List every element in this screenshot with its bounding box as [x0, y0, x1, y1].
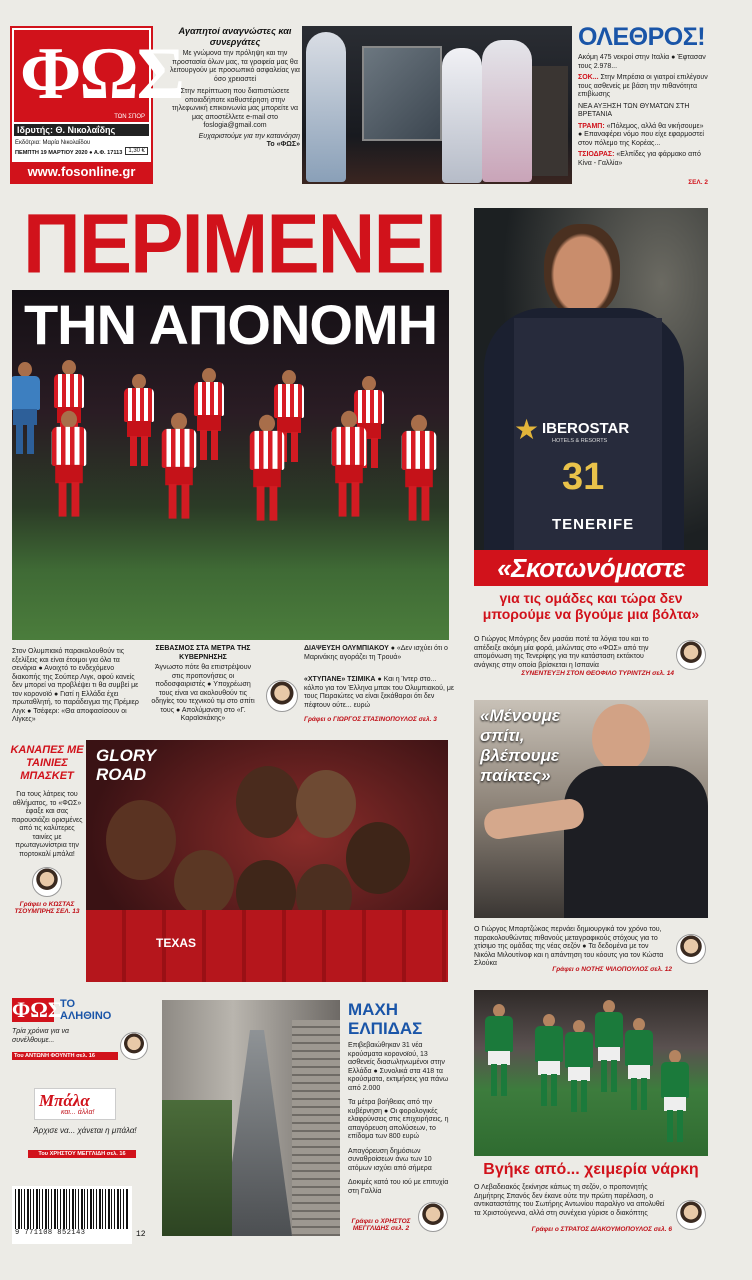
sofas-avatar — [32, 867, 62, 897]
sofas-body: Για τους λάτρεις του αθλήματος, το «ΦΩΣ» έφαξε και σας παρουσιάζει ορισμένες από τις καλύτερες ταινίες με πρωταγωνίστρια την πορτοκαλί μπάλα! — [11, 791, 83, 858]
alithino-title: ΤΟ ΑΛΗΘΙΝΟ — [60, 998, 112, 1022]
sofas-column — [10, 744, 84, 984]
main-col-3 — [304, 645, 454, 723]
notice-title: Αγαπητοί αναγνώστες και συνεργάτες — [178, 26, 292, 47]
alithino-body: Τρία χρόνια για να συνέλθουμε... — [12, 1028, 69, 1044]
basket-body: Ο Γιώργος Μπόγρης δεν μασάει ποτέ τα λόγια του και το απέδειξε ακόμη μία φορά, μιλώντας στο «ΦΩΣ» από την απομόνωση της Τενερίφης για την κατάσταση εκτάκτου ανάγκης στην οποία βρίσκεται η Ισπανία — [474, 636, 649, 669]
main-col-2-body: Άγνωστο πότε θα επιστρέψουν στις προπονήσεις οι ποδοσφαιριστές ● Υποχρέωση τους είναι να ακολουθούν τις οδηγίες του τεχνικού τιμ στο σπίτι τους ● Απολύμανση στο «Γ. Καραϊσκάκης» — [151, 664, 255, 722]
olethros-page: ΣΕΛ. 2 — [688, 179, 708, 186]
author-avatar — [266, 680, 298, 712]
main-col-2-title: ΣΕΒΑΣΜΟΣ ΣΤΑ ΜΕΤΡΑ ΤΗΣ ΚΥΒΕΡΝΗΣΗΣ — [155, 645, 251, 661]
basket-credit: ΣΥΝΕΝΤΕΥΞΗ ΣΤΟΝ ΘΕΟΦΙΛΟ ΤΥΡΙΝΤΖΗ σελ. 14 — [521, 670, 674, 677]
mpala-logo — [34, 1088, 116, 1120]
main-col-2 — [148, 645, 258, 724]
mpala-logo-1: Μπάλα — [39, 1091, 90, 1110]
main-headline-2: ΤΗΝ ΑΠΟΝΟΜΗ — [23, 293, 438, 356]
mpala-credit: Του ΧΡΗΣΤΟΥ ΜΕΓΓΛΙΔΗ σελ. 16 — [28, 1150, 136, 1158]
elpida-title: ΜΑΧΗ ΕΛΠΙΔΑΣ — [348, 1000, 423, 1038]
main-credit: Γράφει ο ΓΙΩΡΓΟΣ ΣΤΑΣΙΝΟΠΟΥΛΟΣ σελ. 3 — [304, 716, 437, 723]
movie-title: GLORY ROAD — [96, 746, 156, 784]
notice-sign-1: Ευχαριστούμε για την κατανόηση — [198, 132, 300, 140]
publisher: Εκδότρια: Μαρία Νικολαΐδου — [15, 140, 91, 146]
mpala-box — [10, 1086, 152, 1166]
team-photo — [12, 290, 449, 640]
notice-sign-2: Το «ΦΩΣ» — [266, 141, 300, 148]
alithino-credit: Του ΑΝΤΩΝΗ ΦΟΥΝΤΗ σελ. 16 — [12, 1052, 118, 1060]
levadiakos-avatar — [676, 1200, 706, 1230]
elpida-credit: Γράφει ο ΧΡΗΣΤΟΣ ΜΕΓΓΛΙΔΗΣ σελ. 2 — [351, 1218, 411, 1232]
alithino-logo: ΦΩΣ — [12, 997, 63, 1022]
mpala-body: Άρχισε να... χάνεται η μπάλα! — [33, 1126, 137, 1135]
founder: Ιδρυτής: Θ. Νικολαΐδης — [14, 124, 149, 136]
barcode-issue: 12 — [136, 1230, 146, 1239]
mpala-logo-2: και... άλλα! — [61, 1109, 95, 1116]
olethros-p2-lead: ΣΟΚ... — [578, 74, 599, 81]
elpida-p2: Τα μέτρα βοήθειας από την κυβέρνηση ● Οι φορολογικές ελαφρύνσεις στις επιχειρήσεις, η απαγόρευση απολύσεων, το επίδομα των 800 ευρώ — [348, 1099, 449, 1140]
olethros-p3: ΝΕΑ ΑΥΞΗΣΗ ΤΩΝ ΘΥΜΑΤΩΝ ΣΤΗ ΒΡΕΤΑΝΙΑ — [578, 102, 690, 118]
elpida-column — [348, 1000, 454, 1236]
elpida-avatar — [418, 1202, 448, 1232]
medical-staff-photo — [302, 26, 572, 184]
star-icon: ★ — [514, 414, 540, 445]
menoume-avatar — [676, 934, 706, 964]
levadiakos-credit: Γράφει ο ΣΤΡΑΤΟΣ ΔΙΑΚΟΥΜΟΠΟΥΛΟΣ σελ. 6 — [531, 1226, 672, 1233]
olethros-title: ΟΛΕΘΡΟΣ! — [578, 23, 706, 51]
menoume-body: Ο Γιώργος Μπαρτζώκας περνάει δημιουργικά τον χρόνο του, παρακολουθώντας πιθανούς μεταγραφικούς στόχους για το χτίσιμο της ομάδας της νέας σεζόν ● Τα δεδομένα με τον Νικόλα Μιλουτίνοφ και η απάντηση του κόουτς για τον Κώστα Σλούκα — [474, 926, 664, 967]
jersey-number: 31 — [562, 456, 605, 498]
menoume-credit: Γράφει ο ΝΟΤΗΣ ΨΙΛΟΠΟΥΛΟΣ σελ. 12 — [552, 966, 672, 973]
jersey-sponsor: TENERIFE — [552, 516, 635, 533]
olethros-p1: Ακόμη 475 νεκροί στην Ιταλία ● Έφτασαν τους 2.978... — [578, 54, 706, 70]
main-col-3-title: ΔΙΑΨΕΥΣΗ ΟΛΥΜΠΙΑΚΟΥ — [304, 645, 389, 652]
price: 1,30 € — [125, 147, 148, 155]
logo-box — [14, 30, 183, 122]
olethros-p4-lead: ΤΡΑΜΠ: — [578, 122, 605, 130]
alithino-avatar — [120, 1032, 148, 1060]
olethros-p5-lead: ΤΣΙΟΔΡΑΣ: — [578, 151, 615, 158]
notice-body-1: Με γνώμονα την πρόληψη και την προστασία όλων μας, τα γραφεία μας θα λειτουργούν με προσωπικό ασφαλείας για όσο χρειαστεί — [170, 50, 300, 83]
notice-body-2: Στην περίπτωση που διαπιστώσετε οποιαδήποτε καθυστέρηση στην τηλεφωνική επικοινωνία μας μπορείτε να μας αποστέλλετε e-mail στο foslogia@gmail.com — [171, 88, 299, 129]
main-col-3a: ● «Δεν ισχύει ότι ο Μαρινάκης αγοράζει τη Τρουά» — [304, 645, 448, 661]
interview-avatar — [676, 640, 706, 670]
shirt-text: TEXAS — [156, 936, 197, 950]
basket-quote: «Σκοτωνόμαστε — [474, 550, 708, 586]
bartzokas-photo — [474, 700, 708, 918]
menoume-quote: «Μένουμε σπίτι, βλέπουμε παίκτες» — [480, 706, 561, 785]
main-col-3b: ● Και η Ίντερ στο... κόλπο για τον Έλληνα μπακ του Ολυμπιακού, με τους Πειραιώτες να είναι ξεκάθαροι ότι δεν πέφτουν ούτε... ευρώ — [304, 676, 455, 709]
sofas-credit: Γράφει ο ΚΩΣΤΑΣ ΤΣΟΥΜΠΡΗΣ ΣΕΛ. 13 — [14, 901, 80, 915]
website[interactable]: www.fosonline.gr — [12, 162, 151, 182]
sofas-title: ΚΑΝΑΠΕΣ ΜΕ ΤΑΙΝΙΕΣ ΜΠΑΣΚΕΤ — [10, 744, 84, 782]
olethros-p5: «Ελπίδες για φάρμακο από Κίνα - Γαλλία» — [578, 151, 701, 167]
main-col-1: Στον Ολυμπιακό παρακολουθούν τις εξελίξεις και είναι έτοιμοι για όλα τα σενάρια ● Ανοιχτό το ενδεχόμενο διακοπής της Σούπερ Λιγκ, αφού κανείς δεν μπορεί να προβλέψει τι θα συμβεί με τον κορονοϊό ● Γιατί η Ελλάδα έχει πρωταθλητή, το παράδειγμα της Πρέμιερ Λιγκ ● Τσέφερι: «Θα αποφασίσουν οι Λίγκες» — [12, 648, 139, 723]
alithino-box — [10, 996, 152, 1066]
levadiakos-body: Ο Λεβαδειακός ξεκίνησε κάπως τη σεζόν, ο προπονητής Δημήτρης Σπανός δεν έκανε ούτε την πρώτη παρέλαση, ο αντικαταστάτης του Σωτήρης Αντωνίου παραλίγο να απολυθεί τα Χριστούγεννα, αλλά στη συνέχεια γύρισε ο διακόπτης — [474, 1184, 665, 1217]
olethros-p2: Στην Μπρέσια οι γιατροί επιλέγουν τους ασθενείς με βάση την πιθανότητα επιβίωσης — [578, 74, 708, 98]
masthead-tagline: ΤΩΝ ΣΠΟΡ — [114, 114, 145, 120]
empty-street-photo — [162, 1000, 340, 1236]
jersey-text-2: HOTELS & RESORTS — [552, 438, 608, 444]
barcode-digits: 9 771108 852143 — [15, 1229, 86, 1237]
elpida-p4: Δοκιμές κατά του ιού με επιτυχία στη Γαλλία — [348, 1179, 449, 1195]
basket-sub: για τις ομάδες και τώρα δεν μπορούμε να βγούμε μια βόλτα» — [482, 590, 700, 622]
olethros-column — [578, 22, 708, 186]
masthead-logo: ΦΩΣ — [20, 33, 183, 115]
barcode — [12, 1186, 132, 1244]
notice — [170, 26, 300, 186]
main-col-3-lead: «ΧΤΥΠΑΝΕ» ΤΣΙΜΙΚΑ — [304, 676, 376, 683]
jersey-text: IBEROSTAR — [542, 420, 630, 437]
bogris-photo — [474, 208, 708, 586]
levadiakos-photo — [474, 990, 708, 1156]
date-line: ΠΕΜΠΤΗ 19 ΜΑΡΤΙΟΥ 2020 ● Α.Φ. 17113 — [15, 150, 123, 156]
main-headline-1: ΠΕΡΙΜΕΝΕΙ — [22, 196, 446, 291]
elpida-p1: Επιβεβαιώθηκαν 31 νέα κρούσματα κορονοϊού, 13 ασθενείς διασωληνωμένοι στην Ελλάδα ● Συνολικά στα 418 τα κρούσματα, εκτιμήσεις για πάνω από 2.000 — [348, 1042, 449, 1092]
levadiakos-title: Βγήκε από... χειμερία νάρκη — [483, 1161, 699, 1178]
olethros-p4: «Πόλεμος, αλλά θα νικήσουμε» ● Επαναφέρει νόμο που είχε εφαρμοστεί στον πόλεμο της Κορέας... — [578, 122, 704, 147]
glory-road-photo — [86, 740, 448, 982]
elpida-p3: Απαγόρευση δημόσιων συναθροίσεων άνω των 10 ατόμων ισχύει από σήμερα — [348, 1147, 432, 1172]
masthead — [10, 26, 183, 184]
